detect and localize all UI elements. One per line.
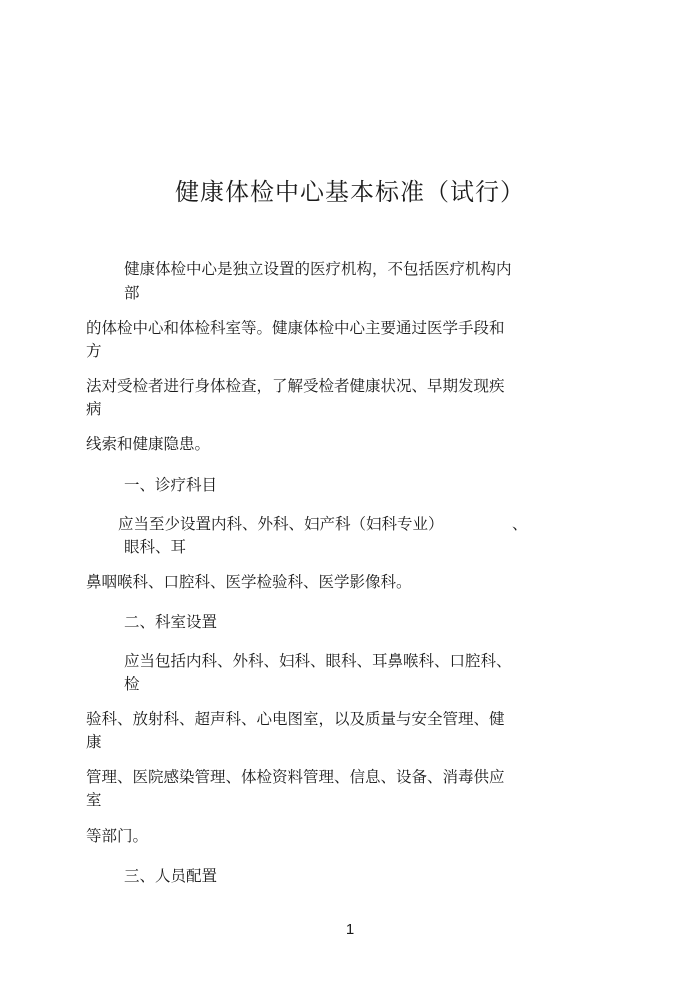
paragraph-line: 法对受检者进行身体检查，了解受检者健康状况、早期发现疾 bbox=[86, 377, 505, 395]
paragraph-line: 的体检中心和体检科室等。健康体检中心主要通过医学手段和 bbox=[86, 319, 505, 337]
paragraph-line: 检 bbox=[124, 675, 140, 693]
paragraph-line: 应当至少设置内科、外科、妇产科（妇科专业） bbox=[118, 515, 444, 533]
document-title: 健康体检中心基本标准（试行） bbox=[175, 178, 525, 206]
paragraph-punctuation: 、 bbox=[512, 515, 528, 533]
paragraph-line: 部 bbox=[124, 284, 140, 302]
paragraph-line: 方 bbox=[86, 342, 102, 360]
paragraph-line: 眼科、耳 bbox=[124, 538, 187, 556]
paragraph-line: 等部门。 bbox=[86, 827, 149, 845]
paragraph-line: 应当包括内科、外科、妇科、眼科、耳鼻喉科、口腔科、 bbox=[124, 652, 512, 670]
page-number: 1 bbox=[345, 921, 355, 938]
section-heading: 三、人员配置 bbox=[124, 867, 218, 885]
section-heading: 二、科室设置 bbox=[124, 613, 218, 631]
paragraph-line: 线索和健康隐患。 bbox=[86, 435, 211, 453]
paragraph-line: 管理、医院感染管理、体检资料管理、信息、设备、消毒供应 bbox=[86, 768, 505, 786]
paragraph-line: 验科、放射科、超声科、心电图室，以及质量与安全管理、健 bbox=[86, 710, 505, 728]
paragraph-line: 室 bbox=[86, 791, 102, 809]
section-heading: 一、诊疗科目 bbox=[124, 476, 218, 494]
paragraph-line: 健康体检中心是独立设置的医疗机构，不包括医疗机构内 bbox=[124, 260, 512, 278]
paragraph-line: 康 bbox=[86, 733, 102, 751]
paragraph-line: 鼻咽喉科、口腔科、医学检验科、医学影像科。 bbox=[86, 573, 412, 591]
paragraph-line: 病 bbox=[86, 400, 102, 418]
